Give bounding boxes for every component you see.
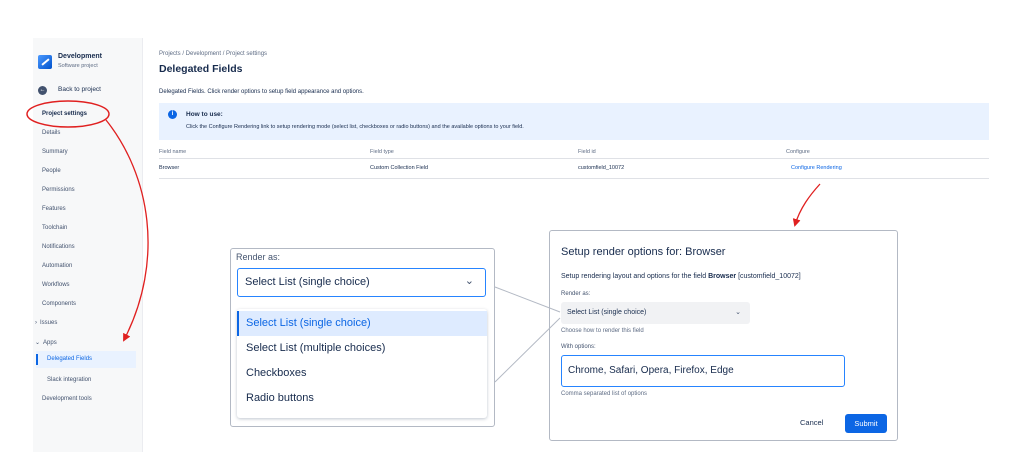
cell-field-id: customfield_10072	[578, 165, 625, 171]
render-as-options-menu	[237, 309, 487, 418]
with-options-input[interactable]	[561, 355, 845, 387]
with-options-help-text: Comma separated list of options	[561, 391, 648, 397]
chevron-down-icon: ⌄	[35, 340, 41, 346]
cell-field-name: Browser	[159, 165, 180, 171]
configure-rendering-link[interactable]: Configure Rendering	[791, 165, 842, 171]
dialog-description-suffix: [customfield_10072]	[736, 273, 801, 280]
table-divider	[159, 158, 989, 159]
dialog-render-as-value: Select List (single choice)	[567, 309, 647, 316]
page-title: Delegated Fields	[159, 63, 243, 75]
sidebar-item-notifications[interactable]: Notifications	[42, 244, 75, 250]
info-text: Click the Configure Rendering link to setup rendering mode (select list, checkboxes or radio buttons) and the available options to your field.	[186, 124, 524, 130]
render-as-selected-value: Select List (single choice)	[245, 276, 370, 288]
option-radio-buttons[interactable]: Radio buttons	[246, 392, 314, 404]
column-header-configure: Configure	[786, 149, 810, 155]
column-header-field-name: Field name	[159, 149, 187, 155]
project-icon	[38, 55, 52, 69]
render-as-select[interactable]	[237, 268, 486, 297]
back-label: Back to project	[58, 86, 101, 93]
sidebar-item-development-tools[interactable]: Development tools	[42, 396, 92, 402]
with-options-label: With options:	[561, 344, 596, 350]
info-panel	[159, 103, 989, 140]
render-as-field-label: Render as:	[561, 291, 591, 297]
project-settings-heading: Project settings	[42, 111, 88, 117]
breadcrumb[interactable]: Projects / Development / Project settings	[159, 51, 268, 57]
sidebar-item-apps[interactable]	[35, 339, 57, 346]
setup-render-options-dialog	[549, 230, 898, 441]
info-title: How to use:	[186, 111, 223, 118]
option-checkboxes[interactable]: Checkboxes	[246, 367, 307, 379]
sidebar-item-summary[interactable]: Summary	[42, 149, 68, 155]
chevron-down-icon: ⌄	[464, 275, 474, 287]
sidebar-item-workflows[interactable]: Workflows	[42, 282, 70, 288]
project-type: Software project	[58, 63, 98, 69]
cancel-button[interactable]: Cancel	[800, 418, 824, 427]
sidebar-item-toolchain[interactable]: Toolchain	[42, 225, 68, 231]
delegated-fields-label: Delegated Fields	[47, 356, 93, 362]
dialog-description-field: Browser	[708, 273, 737, 280]
render-as-help-text: Choose how to render this field	[561, 328, 644, 334]
sidebar-item-details[interactable]: Details	[42, 130, 61, 136]
with-options-value: Chrome, Safari, Opera, Firefox, Edge	[568, 365, 734, 376]
apps-label: Apps	[43, 340, 57, 346]
cell-field-type: Custom Collection Field	[370, 165, 429, 171]
sidebar-item-issues[interactable]	[35, 320, 57, 326]
dialog-description-prefix: Setup rendering layout and options for the field	[561, 273, 709, 280]
option-select-list-multiple[interactable]: Select List (multiple choices)	[246, 342, 386, 354]
sidebar-item-permissions[interactable]: Permissions	[42, 187, 75, 193]
sidebar	[33, 38, 143, 452]
info-icon: i	[168, 110, 177, 119]
render-as-callout	[230, 248, 495, 427]
sidebar-item-features[interactable]: Features	[42, 206, 66, 212]
sidebar-item-automation[interactable]: Automation	[42, 263, 73, 269]
sidebar-item-delegated-fields[interactable]	[36, 351, 136, 368]
issues-label: Issues	[40, 320, 58, 326]
sidebar-item-people[interactable]: People	[42, 168, 61, 174]
submit-button[interactable]: Submit	[845, 414, 887, 433]
option-select-list-single[interactable]: Select List (single choice)	[237, 311, 487, 336]
column-header-field-id: Field id	[578, 149, 596, 155]
dialog-title: Setup render options for: Browser	[561, 246, 726, 258]
dialog-render-as-select[interactable]	[561, 302, 750, 324]
project-name: Development	[58, 53, 102, 60]
chevron-right-icon: ›	[35, 320, 37, 326]
page-description: Delegated Fields. Click render options to setup field appearance and options.	[159, 89, 364, 95]
sidebar-item-slack-integration[interactable]: Slack integration	[47, 377, 92, 383]
sidebar-item-components[interactable]: Components	[42, 301, 77, 307]
column-header-field-type: Field type	[370, 149, 394, 155]
arrow-to-dialog	[795, 184, 820, 225]
project-header[interactable]	[38, 53, 138, 75]
arrow-left-icon: ←	[39, 87, 46, 93]
dialog-description	[561, 273, 801, 280]
chevron-down-icon: ⌄	[735, 309, 741, 316]
render-as-label: Render as:	[236, 252, 281, 262]
table-divider	[159, 178, 989, 179]
